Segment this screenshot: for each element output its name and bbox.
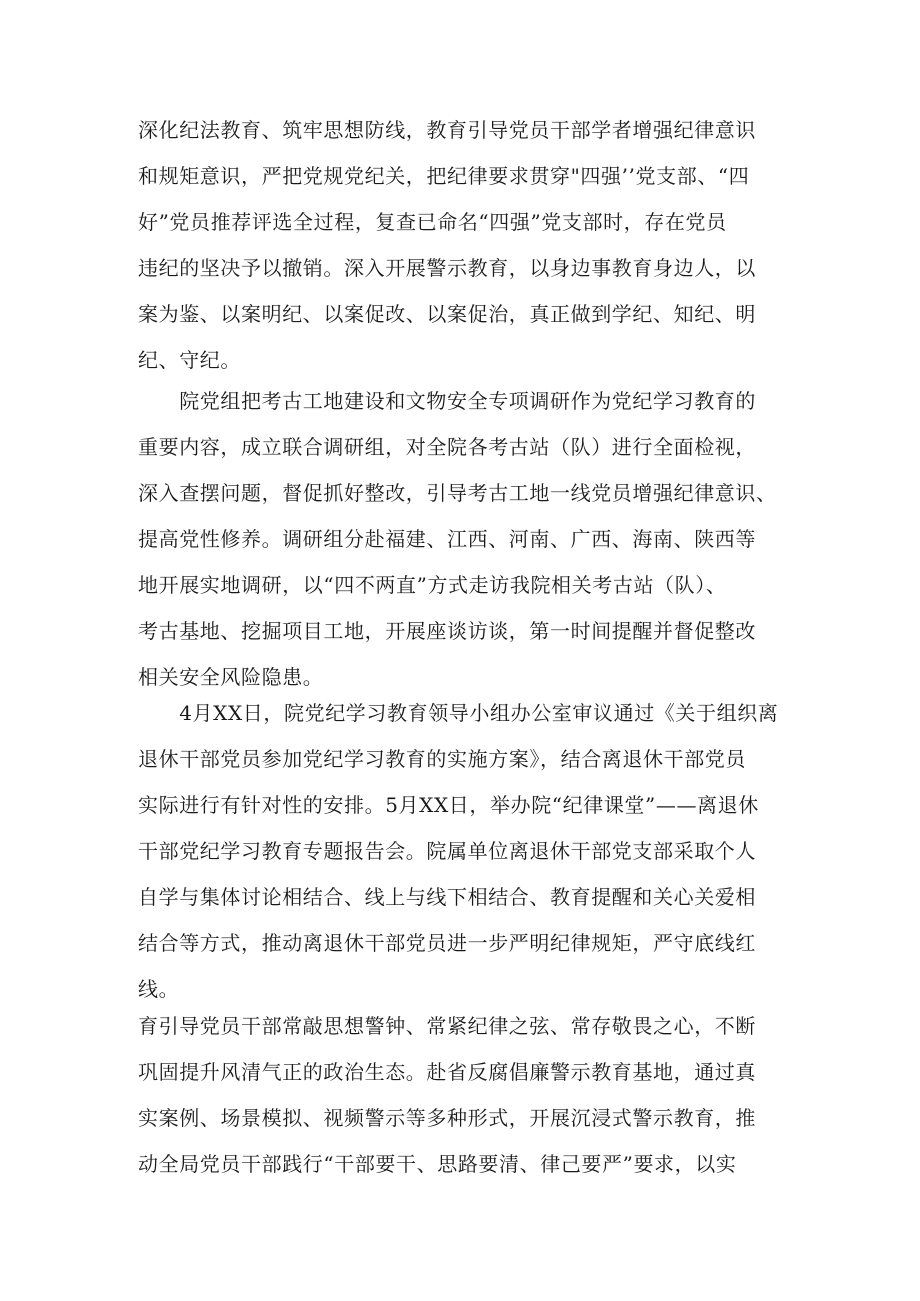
text-line: 实案例、场景模拟、视频警示等多种形式，开展沉浸式警示教育，推	[138, 1106, 756, 1130]
text-line: 深化纪法教育、筑牢思想防线，教育引导党员干部学者增强纪律意识	[138, 118, 756, 142]
text-line: 和规矩意识，严把党规党纪关，把纪律要求贯穿"四强’’党支部、“四	[138, 164, 750, 188]
text-line: 院党组把考古工地建设和文物安全专项调研作为党纪学习教育的	[138, 389, 756, 413]
paragraph-warning-education	[138, 1003, 798, 1187]
text-line: 结合等方式，推动离退休干部党员进一步严明纪律规矩，严守底线红	[138, 931, 756, 955]
text-line: 提高党性修养。调研组分赴福建、江西、河南、广西、海南、陕西等	[138, 527, 756, 551]
text-line: 干部党纪学习教育专题报告会。院属单位离退休干部党支部采取个人	[138, 839, 756, 863]
paragraph-archaeology-survey	[138, 378, 798, 700]
text-line: 重要内容，成立联合调研组，对全院各考古站（队）进行全面检视，	[138, 435, 756, 459]
text-line: 动全局党员干部践行“干部要干、思路要清、律己要严”要求，以实	[138, 1152, 737, 1176]
text-line: 好”党员推荐评选全过程，复查已命名“四强”党支部时，存在党员	[138, 210, 727, 234]
text-line: 案为鉴、以案明纪、以案促改、以案促治，真正做到学纪、知纪、明	[138, 302, 756, 326]
text-line: 相关安全风险隐患。	[138, 665, 324, 689]
text-line: 4月XX日，院党纪学习教育领导小组办公室审议通过《关于组织离	[138, 701, 779, 725]
text-line: 地开展实地调研，以“四不两直”方式走访我院相关考古站（队）、	[138, 573, 727, 597]
text-line: 深入查摆问题，督促抓好整改，引导考古工地一线党员增强纪律意识、	[138, 481, 777, 505]
text-line: 自学与集体讨论相结合、线上与线下相结合、教育提醒和关心关爱相	[138, 885, 756, 909]
text-line: 实际进行有针对性的安排。5月XX日，举办院“纪律课堂”——离退休	[138, 793, 759, 817]
paragraph-discipline-education	[138, 107, 798, 383]
text-line: 纪、守纪。	[138, 348, 241, 372]
text-line: 退休干部党员参加党纪学习教育的实施方案》，结合离退休干部党员	[138, 747, 746, 771]
text-line: 考古基地、挖掘项目工地，开展座谈访谈，第一时间提醒并督促整改	[138, 619, 756, 643]
text-line: 违纪的坚决予以撤销。深入开展警示教育，以身边事教育身边人，以	[138, 256, 756, 280]
text-line: 线。	[138, 977, 180, 1001]
text-line: 巩固提升风清气正的政治生态。赴省反腐倡廉警示教育基地，通过真	[138, 1060, 756, 1084]
text-line: 育引导党员干部常敲思想警钟、常紧纪律之弦、常存敬畏之心，不断	[138, 1014, 756, 1038]
paragraph-retired-cadres	[138, 690, 798, 1012]
